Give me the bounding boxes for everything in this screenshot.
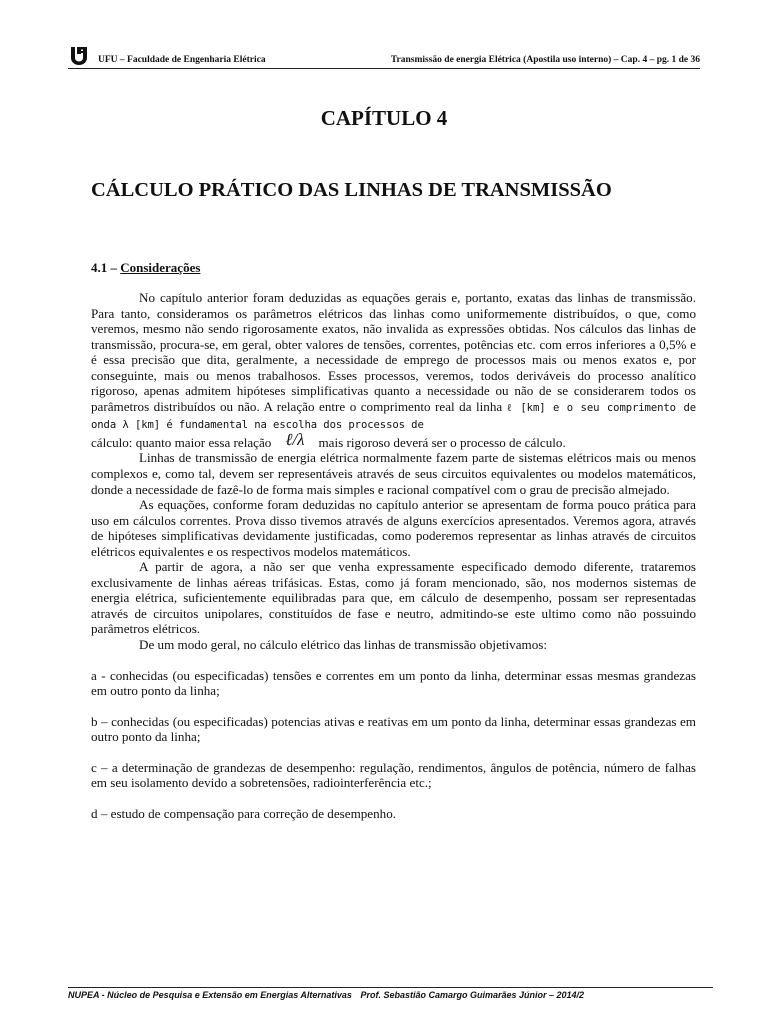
page-header [68,44,700,69]
header-page-info: Transmissão de energia Elétrica (Apostila uso interno) – Cap. 4 – pg. 1 de 36 [390,55,700,65]
body-text [91,290,696,821]
list-item-b: b – conhecidas (ou especificadas) potencias ativas e reativas em um ponto da linha, determinar essas grandezas em outro ponto da linha; [91,713,696,745]
section-number: 4.1 – [91,260,121,275]
page-title: CÁLCULO PRÁTICO DAS LINHAS DE TRANSMISSÃO [91,179,612,201]
section-label: Considerações [120,260,201,275]
length-wavelength-ratio: ℓ/λ [285,429,305,449]
paragraph-1-text: No capítulo anterior foram deduzidas as equações gerais e, portanto, exatas das linhas de transmissão. Para tanto, consideramos os parâmetros elétricos das linhas como uniformemente distribuídos, o que, como veremos, mesmo não sendo rigorosamente exatos, não invalida as expressões obtidas. Nos cálculos das linhas de transmissão, procura-se, em geral, obter valores de tensões, correntes, potências etc. com erros inferiores a 0,5% e é essa precisão que dita, geralmente, a necessidade de emprego de processos mais ou menos exatos e, por conseguinte, mais ou menos trabalhosos. Esses processos, veremos, todos deriváveis do processo analítico rigoroso, apenas admitem hipóteses simplificativas quanto a necessidade ou não de se considerarem todos os parâmetros distribuídos ou não. A relação entre o comprimento real da linha [91,290,696,414]
paragraph-3: As equações, conforme foram deduzidas no capítulo anterior se apresentam de forma pouco prática para uso em cálculos correntes. Prova disso tivemos através de alguns exercícios apresentados. Veremos agora, através de hipóteses simplificativas devidamente justificadas, como poderemos representar as linhas através de circuitos elétricos equivalentes e os respectivos modelos matemáticos. [91,497,696,559]
list-item-d: d – estudo de compensação para correção de desempenho. [91,805,397,821]
paragraph-1-text-c: mais rigoroso deverá ser o processo de cálculo. [318,434,566,450]
paragraph-2: Linhas de transmissão de energia elétrica normalmente fazem parte de sistemas elétricos mais ou menos complexos e, como tal, devem ser representáveis através de seus circuitos equivalentes ou modelos matemáticos, donde a necessidade de fazê-lo de forma mais simples e racional compatível com o grau de precisão almejado. [91,450,696,497]
paragraph-5: De um modo geral, no cálculo elétrico das linhas de transmissão objetivamos: [139,637,547,653]
footer-organization: NUPEA - Núcleo de Pesquisa e Extensão em Energias Alternativas [68,990,352,1000]
list-item-a: a - conhecidas (ou especificadas) tensões e correntes em um ponto da linha, determinar essas mesmas grandezas em outro ponto da linha; [91,667,696,699]
section-heading [91,260,200,276]
paragraph-1-mono-text: ℓ [km] e o seu comprimento de onda λ [km] é fundamental na escolha dos processos de [91,401,696,432]
list-item-c: c – a determinação de grandezas de desempenho: regulação, rendimentos, ângulos de potência, número de falhas em seu isolamento devido a sobretensões, radiointerferência etc.; [91,759,696,791]
ufu-logo-icon [68,46,90,66]
chapter-heading: CAPÍTULO 4 [320,106,448,130]
paragraph-4: A partir de agora, a não ser que venha expressamente especificado demodo diferente, trataremos exclusivamente de linhas aéreas trifásicas. Estas, como já foram mencionado, são, nos modernos sistemas de energia elétrica, suficientemente equilibradas para que, em cálculo de desempenho, possam ser representadas através de circuitos unipolares, constituídos de fase e neutro, admitindo-se este ultimo como não possuindo parâmetros elétricos. [91,559,696,637]
header-institution: UFU – Faculdade de Engenharia Elétrica [98,55,266,65]
paragraph-1 [91,290,696,450]
page-footer [68,987,713,1000]
footer-author: Prof. Sebastião Camargo Guimarães Júnior – 2014/2 [360,990,585,1000]
paragraph-1-text-b: cálculo: quanto maior essa relação [91,434,272,450]
